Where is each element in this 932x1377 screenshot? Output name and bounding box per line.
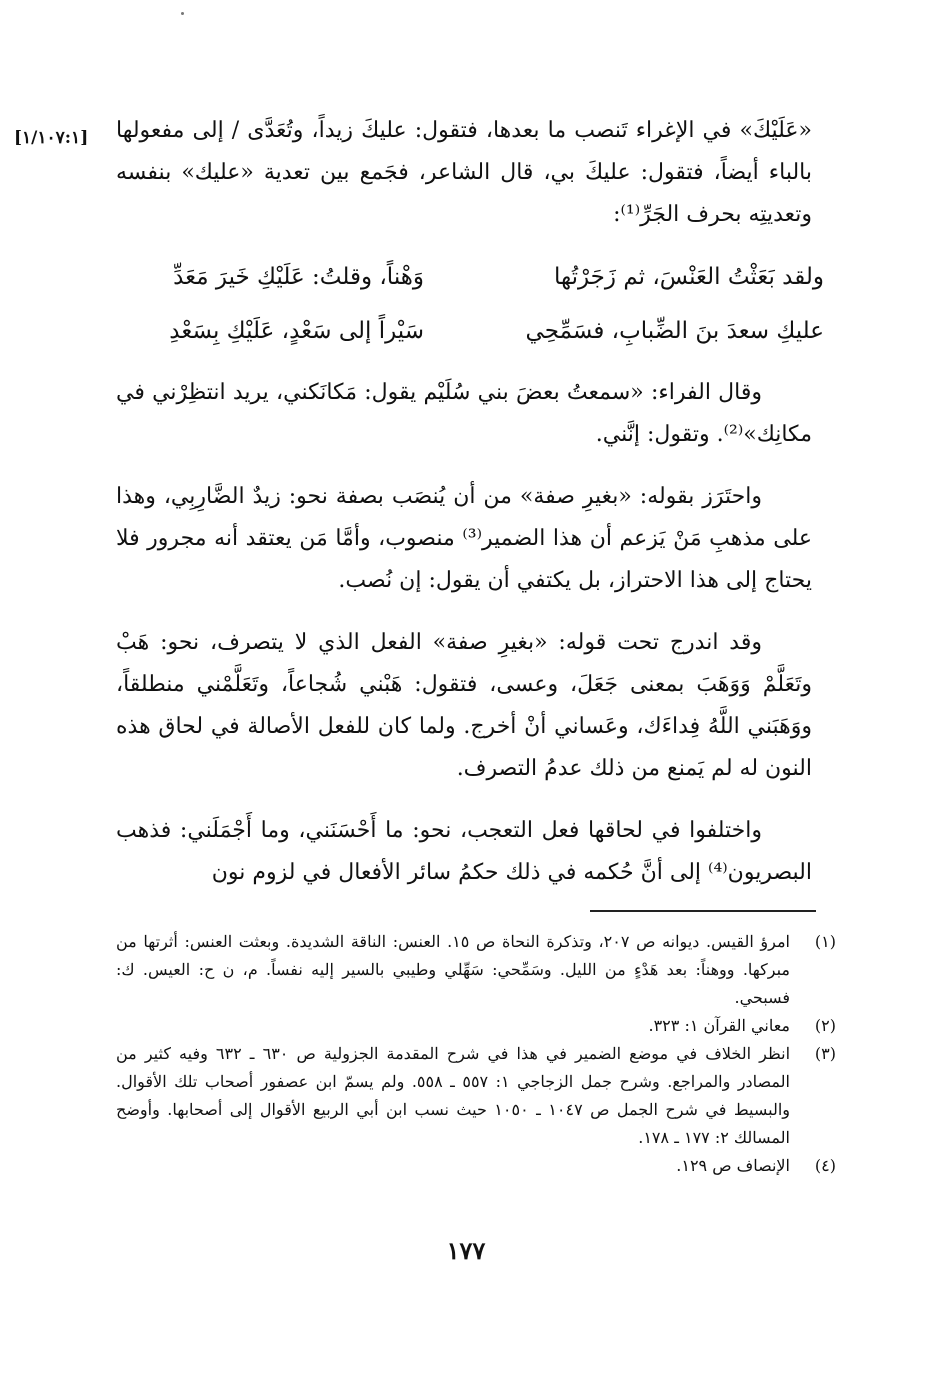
paragraph-aleyka	[116, 110, 812, 236]
paragraph-line: واختلفوا في لحاقها فعل التعجب، نحو: ما أَحْسَنَني، وما أَجْمَلَني:	[179, 818, 762, 843]
footnote	[116, 1040, 836, 1152]
paragraph-line: فذهب البصريون⁽⁴⁾ إلى أنَّ حُكمه في ذلك حكمُ سائر الأفعال في لزوم نون	[116, 818, 812, 885]
footnote-separator	[590, 910, 816, 912]
footnotes	[116, 928, 836, 1180]
verse-hemistich-first: ولقد بَعَثْتُ العَنْسَ، ثم زَجَرْتُها	[553, 264, 824, 290]
paragraph-farra	[116, 372, 812, 456]
paragraph-ihtiraz	[116, 476, 812, 602]
paragraph-indiraj	[116, 622, 812, 790]
paragraph-line: وقال الفراء: «سمعتُ بعضَ بني سُلَيْم يقول: مَكانَكني، يريد انتظِرْني	[152, 380, 762, 405]
footnote-number: (٢)	[814, 1016, 836, 1035]
footnote-number: (١)	[814, 932, 836, 951]
verse-hemistich-first: عليكِ سعدَ بنَ الضِّبابِ، فسَمِّحِي	[525, 318, 824, 344]
verse-hemistich-second: وَهْناً، وقلتُ: عَلَيْكِ خَيرَ مَعَدِّ	[173, 264, 424, 290]
footnote-number: (٤)	[814, 1156, 836, 1175]
paragraph-line: مجرور فلا يحتاج إلى هذا الاحتراز، بل يكتفي أن يقول: إن نُصب.	[116, 526, 812, 593]
footnote	[116, 1152, 836, 1180]
paragraph-line: وقد اندرج تحت قوله: «بغيرِ صفة» الفعل الذي لا يتصرف، نحو:	[160, 630, 762, 655]
verse-hemistich-second: سَيْراً إلى سَعْدٍ، عَلَيْكِ بِسَعْدِ	[169, 318, 424, 344]
footnote-text: الإنصاف ص ١٢٩.	[676, 1156, 790, 1175]
verse-line	[112, 256, 824, 298]
paragraph-line: واحتَرَز بقوله: «بغيرِ صفة» من أن يُنصَب بصفة نحو: زيدٌ الضَّارِبِي،	[163, 484, 762, 509]
margin-reference: [١/١٠٧:١]	[14, 128, 89, 148]
paragraph-line: «عَلَيْكَ» في الإغراء تَنصب ما بعدها، فتقول: عليكَ زيداً، وتُعَدَّى / إلى	[192, 118, 812, 143]
page-number: ١٧٧	[446, 1236, 486, 1265]
paragraph-line: مفعولها بالباء أيضاً، فتقول: عليكَ بي، قال الشاعر، فجَمع بين تعدية	[116, 118, 812, 185]
paragraph-line: لحاق هذه النون له لم يَمنع من ذلك عدمُ التصرف.	[116, 714, 812, 781]
scan-speck	[181, 12, 184, 15]
paragraph-line: في مكانِك»⁽²⁾. وتقول: إنَّني.	[116, 380, 812, 447]
footnote	[116, 928, 836, 1012]
paragraph-line: منطلقاً، ووَهَبَني اللَّهُ فِداءَك، وعَساني أنْ أخرج. ولما كان للفعل الأصالة في	[116, 672, 812, 739]
footnote-number: (٣)	[814, 1044, 836, 1063]
footnote-text: امرؤ القيس. ديوانه ص ٢٠٧، وتذكرة النحاة ص ١٥. العنس: الناقة الشديدة. وبعثت العنس: أثرتها من مبركها. ووهناً: بعد هَدْءٍ من الليل. وسَمِّحي: سَهِّلي وطيبي بالسير إليه نفساً. م، ن ح: العيس. ك: فسبحي.	[116, 932, 791, 1007]
paragraph-ikhtilaf	[116, 810, 812, 894]
footnote-text: معاني القرآن ١: ٣٢٣.	[648, 1016, 790, 1035]
verse-line	[112, 310, 824, 352]
paragraph-line: هَبْ وتَعَلَّمْ وَوَهَبَ بمعنى جَعَلَ، وعسى، فتقول: هَبْني شُجاعاً، وتَعَلَّمْني	[116, 630, 812, 697]
footnote	[116, 1012, 836, 1040]
footnote-text: انظر الخلاف في موضع الضمير في هذا في شرح المقدمة الجزولية ص ٦٣٠ ـ ٦٣٢ وفيه كثير من المصادر والمراجع. وشرح جمل الزجاجي ١: ٥٥٧ ـ ٥٥٨. ولم يسمّ ابن عصفور أصحاب تلك الأقوال. والبسيط في شرح الجمل ص ١٠٤٧ ـ ١٠٥٠ حيث نسب ابن أبي الربيع الأقوال إلى أصحابها. وأوضح المسالك ٢: ١٧٧ ـ ١٧٨.	[116, 1044, 791, 1147]
paragraph-line: وهذا على مذهبِ مَنْ يَزعم أن هذا الضمير⁽³⁾ منصوب، وأمَّا مَن يعتقد أنه	[116, 484, 812, 551]
paragraph-line: «عليك» بنفسه وتعديتِه بحرف الجَرِّ⁽¹⁾:	[116, 160, 812, 227]
